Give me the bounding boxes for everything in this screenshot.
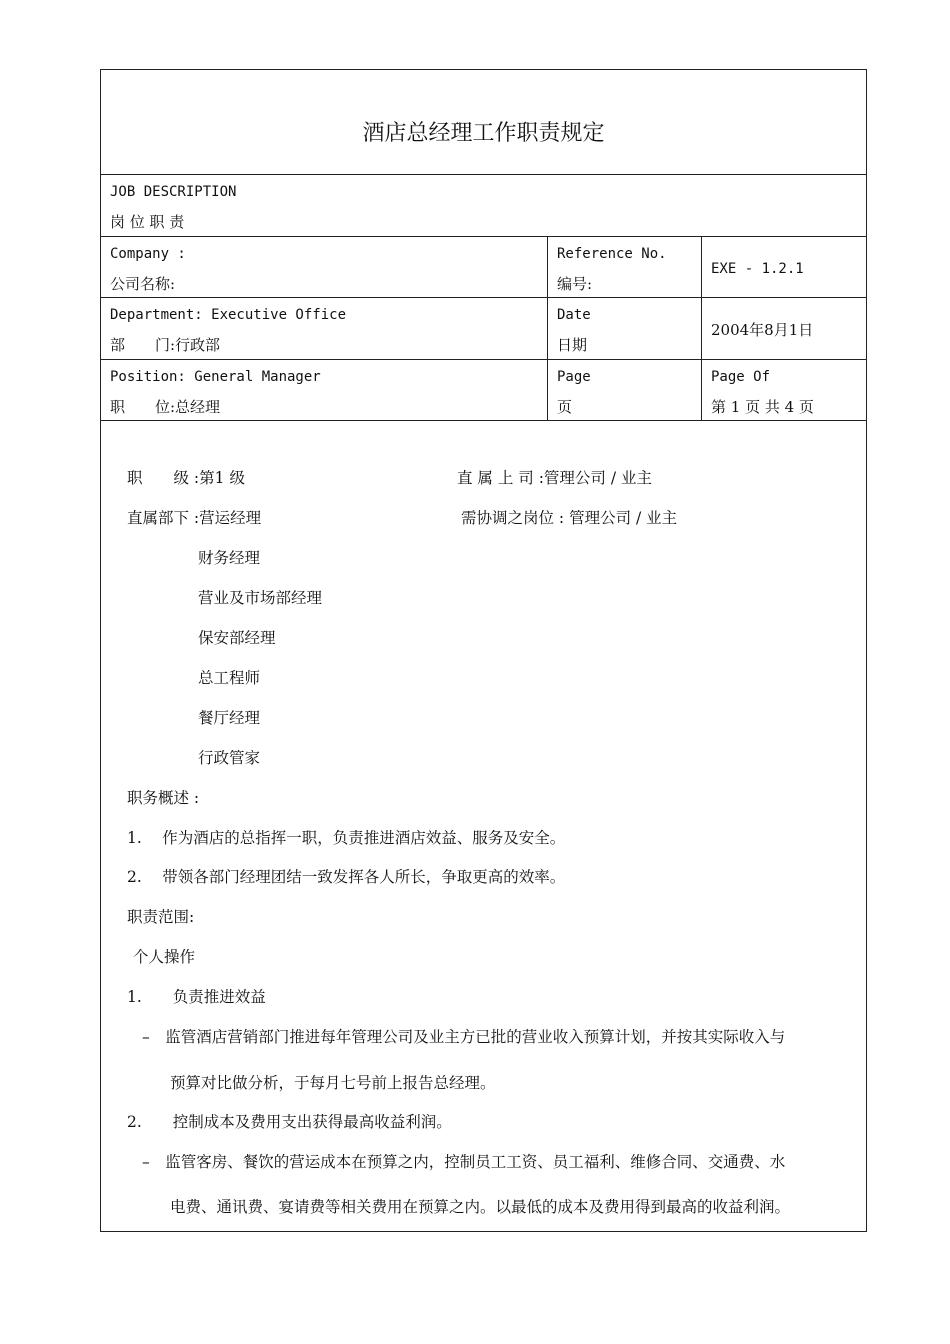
reference-label-cn: 编号: [557, 275, 593, 293]
responsibility-detail: – 监管酒店营销部门推进每年管理公司及业主方已批的营业收入预算计划，并按其实际收入与 [142, 1028, 786, 1046]
overview-item: 2. 带领各部门经理团结一致发挥各人所长，争取更高的效率。 [127, 868, 566, 886]
page-label-en: Page [557, 369, 591, 385]
overview-item: 1. 作为酒店的总指挥一职，负责推进酒店效益、服务及安全。 [127, 829, 566, 847]
company-label-en: Company : [110, 246, 186, 262]
subordinate-item: 保安部经理 [198, 629, 276, 647]
subordinates-label: 直属部下 :营运经理 [127, 509, 262, 527]
job-level: 职 级 :第1 级 [127, 469, 245, 487]
subordinate-item: 营业及市场部经理 [198, 589, 323, 607]
job-description-en: JOB DESCRIPTION [110, 184, 237, 200]
subordinate-item: 财务经理 [198, 549, 261, 567]
subordinate-item: 行政管家 [198, 749, 261, 767]
page-label-cn: 页 [557, 398, 573, 416]
reference-label-en: Reference No. [557, 246, 667, 262]
date-label-en: Date [557, 307, 591, 323]
subordinate-item: 总工程师 [198, 669, 261, 687]
divider [547, 236, 548, 420]
date-value: 2004年8月1日 [711, 321, 814, 339]
overview-heading: 职务概述 : [127, 789, 200, 807]
coordination-positions: 需协调之岗位 : 管理公司 / 业主 [461, 509, 678, 527]
company-label-cn: 公司名称: [110, 275, 176, 293]
responsibility-detail-cont: 预算对比做分析，于每月七号前上报告总经理。 [170, 1074, 496, 1092]
responsibility-item-2: 2. 控制成本及费用支出获得最高收益利润。 [127, 1113, 452, 1131]
department-label-cn: 部 门:行政部 [110, 336, 221, 354]
subordinate-item: 餐厅经理 [198, 709, 261, 727]
position-label-cn: 职 位:总经理 [110, 398, 221, 416]
responsibility-detail-cont: 电费、通讯费、宴请费等相关费用在预算之内。以最低的成本及费用得到最高的收益利润。 [170, 1198, 791, 1216]
document-title: 酒店总经理工作职责规定 [362, 121, 605, 146]
date-label-cn: 日期 [557, 336, 588, 354]
direct-superior: 直 属 上 司 :管理公司 / 业主 [457, 469, 653, 487]
page-value-cn: 第 1 页 共 4 页 [711, 398, 814, 416]
divider [101, 359, 866, 360]
page-value-en: Page Of [711, 369, 771, 385]
responsibility-detail: – 监管客房、餐饮的营运成本在预算之内，控制员工工资、员工福利、维修合同、交通费、水 [142, 1153, 786, 1171]
document-frame [100, 69, 867, 1232]
divider [101, 297, 866, 298]
personal-operations-heading: 个人操作 [133, 948, 196, 966]
scope-heading: 职责范围: [127, 908, 195, 926]
divider [101, 236, 866, 237]
job-description-cn: 岗 位 职 责 [110, 213, 185, 231]
divider [701, 236, 702, 420]
department-label-en: Department: Executive Office [110, 307, 347, 323]
divider [101, 420, 866, 421]
responsibility-item-1: 1. 负责推进效益 [127, 988, 266, 1006]
divider [101, 174, 866, 175]
position-label-en: Position: General Manager [110, 369, 321, 385]
reference-value: EXE - 1.2.1 [711, 261, 804, 277]
